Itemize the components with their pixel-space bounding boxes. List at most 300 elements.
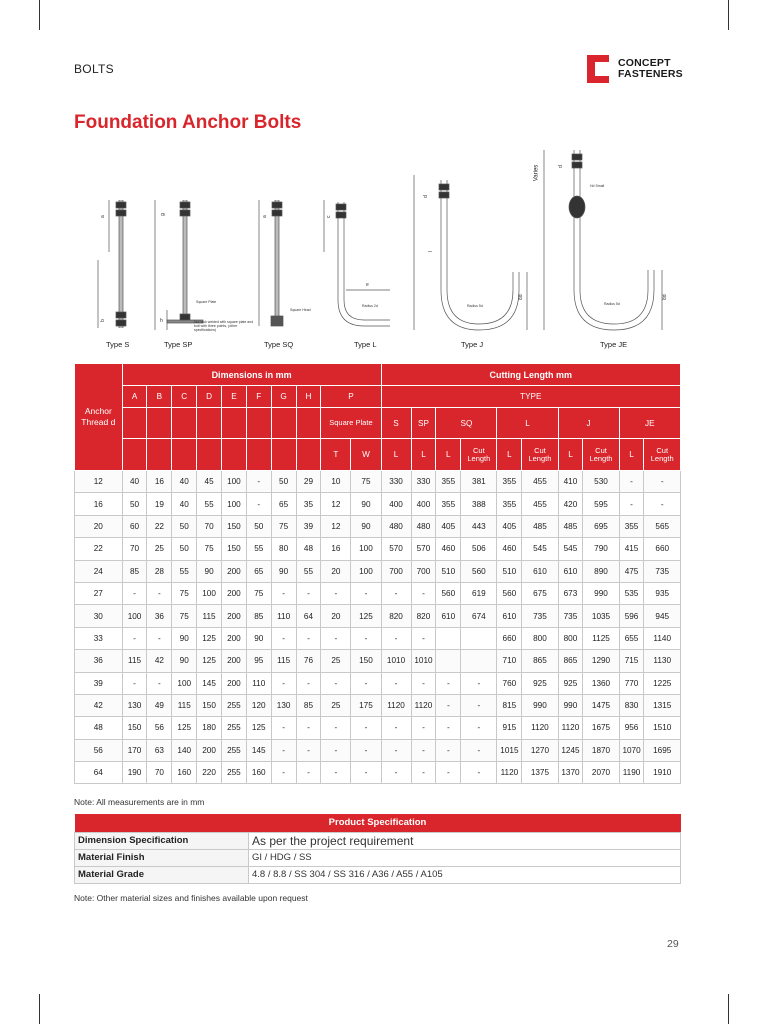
note-material: Note: Other material sizes and finishes available upon request (74, 893, 308, 903)
table-cell: 150 (122, 717, 147, 739)
header-dim-g: G (271, 386, 296, 408)
table-cell: 90 (271, 560, 296, 582)
anchor-thread-cell: 30 (75, 605, 123, 627)
table-cell: 49 (147, 694, 172, 716)
table-cell: - (147, 672, 172, 694)
table-cell: - (321, 627, 351, 649)
table-cell: 330 (381, 471, 411, 493)
table-cell: 36 (147, 605, 172, 627)
table-cell: 115 (122, 650, 147, 672)
table-cell: 200 (222, 560, 247, 582)
table-cell: 95 (246, 650, 271, 672)
table-cell: 830 (619, 694, 644, 716)
table-cell: 655 (619, 627, 644, 649)
table-row (75, 538, 681, 560)
table-cell: - (321, 717, 351, 739)
table-cell (436, 650, 461, 672)
header-dim-e: E (222, 386, 247, 408)
table-cell: 150 (351, 650, 381, 672)
table-cell: - (296, 762, 321, 784)
header-sub-l-cut: Cut Length (522, 439, 558, 471)
table-cell: 695 (583, 515, 619, 537)
table-cell: 70 (197, 515, 222, 537)
table-cell: 115 (197, 605, 222, 627)
header-type-je: JE (619, 408, 680, 439)
table-cell: 110 (246, 672, 271, 694)
table-cell: 506 (461, 538, 497, 560)
table-cell: - (411, 582, 436, 604)
table-cell: 560 (497, 582, 522, 604)
table-cell: 55 (172, 560, 197, 582)
table-cell: 100 (351, 560, 381, 582)
table-cell: - (271, 582, 296, 604)
table-cell: 20 (321, 605, 351, 627)
header-sub-je-cut: Cut Length (644, 439, 681, 471)
table-cell: 610 (522, 560, 558, 582)
spec-key: Material Grade (75, 866, 249, 883)
table-cell: 945 (644, 605, 681, 627)
table-cell: 545 (558, 538, 583, 560)
table-cell: - (296, 627, 321, 649)
table-cell: 1695 (644, 739, 681, 761)
table-cell: 570 (411, 538, 436, 560)
table-cell: - (436, 672, 461, 694)
table-cell: 443 (461, 515, 497, 537)
table-cell: 39 (296, 515, 321, 537)
table-cell: 50 (271, 471, 296, 493)
table-cell: - (271, 739, 296, 761)
table-cell: 12 (321, 493, 351, 515)
table-cell (461, 627, 497, 649)
table-cell: 200 (222, 605, 247, 627)
anchor-thread-cell: 12 (75, 471, 123, 493)
table-cell: 48 (296, 538, 321, 560)
table-cell: 674 (461, 605, 497, 627)
table-cell: 50 (172, 515, 197, 537)
table-cell: 90 (172, 627, 197, 649)
table-cell: - (246, 471, 271, 493)
table-cell: 715 (619, 650, 644, 672)
table-cell: - (351, 762, 381, 784)
svg-text:c: c (326, 215, 332, 218)
table-cell: 815 (497, 694, 522, 716)
table-cell: 660 (644, 538, 681, 560)
table-cell: 990 (558, 694, 583, 716)
table-cell: 1120 (558, 717, 583, 739)
table-cell: - (461, 694, 497, 716)
table-cell: 400 (381, 493, 411, 515)
table-cell: 510 (497, 560, 522, 582)
table-cell: 480 (411, 515, 436, 537)
table-cell: 130 (122, 694, 147, 716)
table-cell: 355 (436, 471, 461, 493)
table-cell: 12 (321, 515, 351, 537)
table-cell: 64 (296, 605, 321, 627)
table-cell: - (122, 582, 147, 604)
table-cell: - (619, 471, 644, 493)
svg-text:l: l (428, 250, 434, 252)
table-cell: - (321, 582, 351, 604)
table-cell: 145 (197, 672, 222, 694)
table-cell: - (381, 582, 411, 604)
table-cell: 40 (172, 493, 197, 515)
logo (583, 53, 683, 85)
table-cell: 956 (619, 717, 644, 739)
header-square-plate: Square Plate (321, 408, 381, 439)
spec-value: As per the project requirement (249, 832, 681, 849)
table-cell: 125 (197, 627, 222, 649)
header-dim-c: C (172, 386, 197, 408)
table-cell: 180 (197, 717, 222, 739)
header-dim-f: F (246, 386, 271, 408)
table-cell: 75 (197, 538, 222, 560)
table-cell: - (436, 694, 461, 716)
table-cell: 460 (497, 538, 522, 560)
table-cell: 90 (351, 515, 381, 537)
table-cell: - (296, 739, 321, 761)
table-cell: 735 (644, 560, 681, 582)
table-cell: 28 (147, 560, 172, 582)
table-cell: 22 (147, 515, 172, 537)
table-cell: 619 (461, 582, 497, 604)
svg-text:a: a (100, 215, 106, 218)
table-cell: 120 (246, 694, 271, 716)
table-row (75, 627, 681, 649)
table-cell: 700 (381, 560, 411, 582)
drawing-label-type-sq: Type SQ (264, 340, 294, 349)
table-cell: 190 (122, 762, 147, 784)
table-cell: 175 (351, 694, 381, 716)
spec-row (75, 832, 681, 849)
callout-radius-j: Radius 5d (467, 304, 483, 308)
table-cell: 50 (122, 493, 147, 515)
table-cell: 560 (461, 560, 497, 582)
callout-varies: Varies (533, 164, 540, 182)
table-cell: - (271, 627, 296, 649)
table-cell: 1120 (497, 762, 522, 784)
table-cell: 355 (619, 515, 644, 537)
table-cell: 115 (271, 650, 296, 672)
table-row (75, 515, 681, 537)
table-cell: 535 (619, 582, 644, 604)
header-dim-b: B (147, 386, 172, 408)
header-dim-h: H (296, 386, 321, 408)
anchor-thread-cell: 33 (75, 627, 123, 649)
header-dim-d: D (197, 386, 222, 408)
table-cell: 100 (222, 471, 247, 493)
svg-text:g: g (160, 213, 166, 216)
header-sub-j-l: L (558, 439, 583, 471)
table-cell: 1140 (644, 627, 681, 649)
table-cell: - (296, 672, 321, 694)
table-row (75, 739, 681, 761)
table-cell: 60 (122, 515, 147, 537)
anchor-thread-cell: 39 (75, 672, 123, 694)
table-row (75, 762, 681, 784)
table-cell: 1190 (619, 762, 644, 784)
table-cell: 405 (436, 515, 461, 537)
table-cell: - (147, 627, 172, 649)
table-cell: 480 (381, 515, 411, 537)
table-cell: - (351, 582, 381, 604)
header-sub-je-l: L (619, 439, 644, 471)
table-cell: 475 (619, 560, 644, 582)
spec-key: Dimension Specification (75, 832, 249, 849)
table-cell: 330 (411, 471, 436, 493)
logo-text-line2: FASTENERS (618, 68, 683, 80)
table-cell: 75 (271, 515, 296, 537)
table-cell: - (271, 672, 296, 694)
table-cell: 610 (436, 605, 461, 627)
table-cell: 200 (222, 627, 247, 649)
table-cell: 610 (497, 605, 522, 627)
drawing-label-type-l: Type L (354, 340, 377, 349)
table-cell: 100 (222, 493, 247, 515)
table-cell: - (461, 672, 497, 694)
table-cell: 865 (522, 650, 558, 672)
table-cell: 45 (197, 471, 222, 493)
table-cell: 110 (271, 605, 296, 627)
table-cell: 90 (172, 650, 197, 672)
table-cell: 570 (381, 538, 411, 560)
table-cell: 220 (197, 762, 222, 784)
table-cell (436, 627, 461, 649)
table-cell: 735 (522, 605, 558, 627)
table-cell: 50 (172, 538, 197, 560)
table-cell: 200 (222, 672, 247, 694)
table-cell: 42 (147, 650, 172, 672)
header-dim-a: A (122, 386, 147, 408)
table-row (75, 582, 681, 604)
table-cell: 865 (558, 650, 583, 672)
drawing-label-type-s: Type S (106, 340, 130, 349)
table-cell: - (436, 739, 461, 761)
table-cell: 200 (197, 739, 222, 761)
table-cell: - (411, 739, 436, 761)
svg-text:h: h (160, 318, 163, 324)
table-cell: 200 (222, 582, 247, 604)
page-title: Foundation Anchor Bolts (74, 112, 302, 133)
table-cell: 56 (147, 717, 172, 739)
spec-row (75, 849, 681, 866)
table-cell: - (271, 762, 296, 784)
table-cell: 1120 (522, 717, 558, 739)
table-cell: 381 (461, 471, 497, 493)
table-cell: - (461, 717, 497, 739)
table-cell: 485 (558, 515, 583, 537)
spec-value: GI / HDG / SS (249, 849, 681, 866)
table-cell: 1315 (644, 694, 681, 716)
table-cell: 800 (558, 627, 583, 649)
table-cell: - (411, 627, 436, 649)
table-cell: - (351, 717, 381, 739)
table-cell: 255 (222, 762, 247, 784)
table-cell: 16 (321, 538, 351, 560)
spec-key: Material Finish (75, 849, 249, 866)
table-cell: 545 (522, 538, 558, 560)
bolt-drawings-illustration (74, 140, 681, 355)
table-cell: 700 (411, 560, 436, 582)
table-cell: - (351, 739, 381, 761)
callout-hd-small: Hd Small (590, 184, 605, 188)
table-cell: 170 (122, 739, 147, 761)
table-cell: 19 (147, 493, 172, 515)
svg-text:8d: 8d (662, 294, 668, 300)
anchor-thread-cell: 64 (75, 762, 123, 784)
table-cell: 890 (583, 560, 619, 582)
table-cell: 25 (321, 650, 351, 672)
table-cell: 455 (522, 493, 558, 515)
table-cell: - (321, 739, 351, 761)
table-cell: 1375 (522, 762, 558, 784)
table-cell: 1015 (497, 739, 522, 761)
table-cell: 76 (296, 650, 321, 672)
table-cell: - (619, 493, 644, 515)
dimensions-table-body (75, 471, 681, 784)
header-sub-j-cut: Cut Length (583, 439, 619, 471)
table-cell: 1910 (644, 762, 681, 784)
table-cell: 990 (583, 582, 619, 604)
table-cell: 63 (147, 739, 172, 761)
table-cell: - (246, 493, 271, 515)
table-cell: - (271, 717, 296, 739)
table-row (75, 672, 681, 694)
table-cell: 990 (522, 694, 558, 716)
table-cell: 25 (147, 538, 172, 560)
table-cell: 55 (296, 560, 321, 582)
table-cell: 1010 (411, 650, 436, 672)
table-cell: 55 (197, 493, 222, 515)
table-cell: 1010 (381, 650, 411, 672)
table-cell: 460 (436, 538, 461, 560)
anchor-thread-cell: 16 (75, 493, 123, 515)
svg-text:e: e (366, 282, 369, 288)
table-cell: 20 (321, 560, 351, 582)
table-cell: - (411, 717, 436, 739)
table-cell: 80 (271, 538, 296, 560)
table-cell: 1370 (558, 762, 583, 784)
table-cell: 596 (619, 605, 644, 627)
table-cell: 760 (497, 672, 522, 694)
product-spec-table (74, 814, 681, 884)
table-cell: - (351, 627, 381, 649)
drawing-label-type-je: Type JE (600, 340, 628, 349)
table-cell: 2070 (583, 762, 619, 784)
table-cell: 1870 (583, 739, 619, 761)
table-cell: 355 (497, 493, 522, 515)
table-cell: 1290 (583, 650, 619, 672)
drawing-label-type-j: Type J (461, 340, 484, 349)
table-cell: 400 (411, 493, 436, 515)
table-cell: 1510 (644, 717, 681, 739)
spec-title: Product Specification (75, 814, 681, 832)
anchor-thread-cell: 56 (75, 739, 123, 761)
table-cell: - (321, 762, 351, 784)
anchor-thread-cell: 36 (75, 650, 123, 672)
header-sub-sp-l: L (411, 439, 436, 471)
table-cell: 100 (122, 605, 147, 627)
header-cutting-length: Cutting Length mm (381, 364, 680, 386)
table-row (75, 493, 681, 515)
callout-square-head: Square Head (290, 308, 311, 312)
note-measurements: Note: All measurements are in mm (74, 797, 205, 807)
table-cell: - (411, 672, 436, 694)
table-cell: 200 (222, 650, 247, 672)
table-cell: 29 (296, 471, 321, 493)
table-cell: 735 (558, 605, 583, 627)
table-cell: - (147, 582, 172, 604)
header-sub-sq-cut: Cut Length (461, 439, 497, 471)
table-cell: 820 (411, 605, 436, 627)
table-cell: 420 (558, 493, 583, 515)
anchor-thread-cell: 42 (75, 694, 123, 716)
table-cell: 75 (172, 605, 197, 627)
table-cell: 1070 (619, 739, 644, 761)
table-cell: - (381, 717, 411, 739)
table-cell: 125 (197, 650, 222, 672)
table-cell: 100 (351, 538, 381, 560)
table-cell: 65 (246, 560, 271, 582)
table-row (75, 650, 681, 672)
anchor-thread-cell: 24 (75, 560, 123, 582)
table-row (75, 605, 681, 627)
table-cell: 16 (147, 471, 172, 493)
callout-square-plate: Square Plate (196, 300, 217, 304)
table-cell: - (122, 627, 147, 649)
table-cell: 160 (246, 762, 271, 784)
table-cell: 565 (644, 515, 681, 537)
table-cell: 610 (558, 560, 583, 582)
header-anchor-thread: Anchor Thread d (75, 364, 123, 471)
table-cell: 800 (522, 627, 558, 649)
table-cell: 673 (558, 582, 583, 604)
table-cell: 560 (436, 582, 461, 604)
bolt-type-drawings (74, 140, 681, 355)
header-type: TYPE (381, 386, 680, 408)
page-number: 29 (667, 938, 679, 950)
table-cell: 710 (497, 650, 522, 672)
table-cell: 595 (583, 493, 619, 515)
table-cell: 70 (147, 762, 172, 784)
logo-text-line1: CONCEPT (618, 57, 671, 69)
table-cell: 675 (522, 582, 558, 604)
table-cell: 150 (197, 694, 222, 716)
table-cell: 150 (222, 515, 247, 537)
table-cell: 1245 (558, 739, 583, 761)
table-cell: 388 (461, 493, 497, 515)
table-cell: 1035 (583, 605, 619, 627)
table-cell: 65 (271, 493, 296, 515)
header-type-s: S (381, 408, 411, 439)
table-cell: 935 (644, 582, 681, 604)
table-cell: 510 (436, 560, 461, 582)
callout-radius-l: Radius 2d (362, 304, 378, 308)
table-cell: 130 (271, 694, 296, 716)
table-cell: 915 (497, 717, 522, 739)
crop-mark (728, 0, 729, 30)
header-sub-s-l: L (381, 439, 411, 471)
table-cell: 85 (296, 694, 321, 716)
table-cell: 255 (222, 717, 247, 739)
table-cell: - (321, 672, 351, 694)
logo-mark-icon (583, 53, 613, 85)
section-label: BOLTS (74, 62, 114, 76)
table-cell: 125 (172, 717, 197, 739)
header-sub-l-l: L (497, 439, 522, 471)
table-cell: 820 (381, 605, 411, 627)
header-type-j: J (558, 408, 619, 439)
table-cell: 415 (619, 538, 644, 560)
